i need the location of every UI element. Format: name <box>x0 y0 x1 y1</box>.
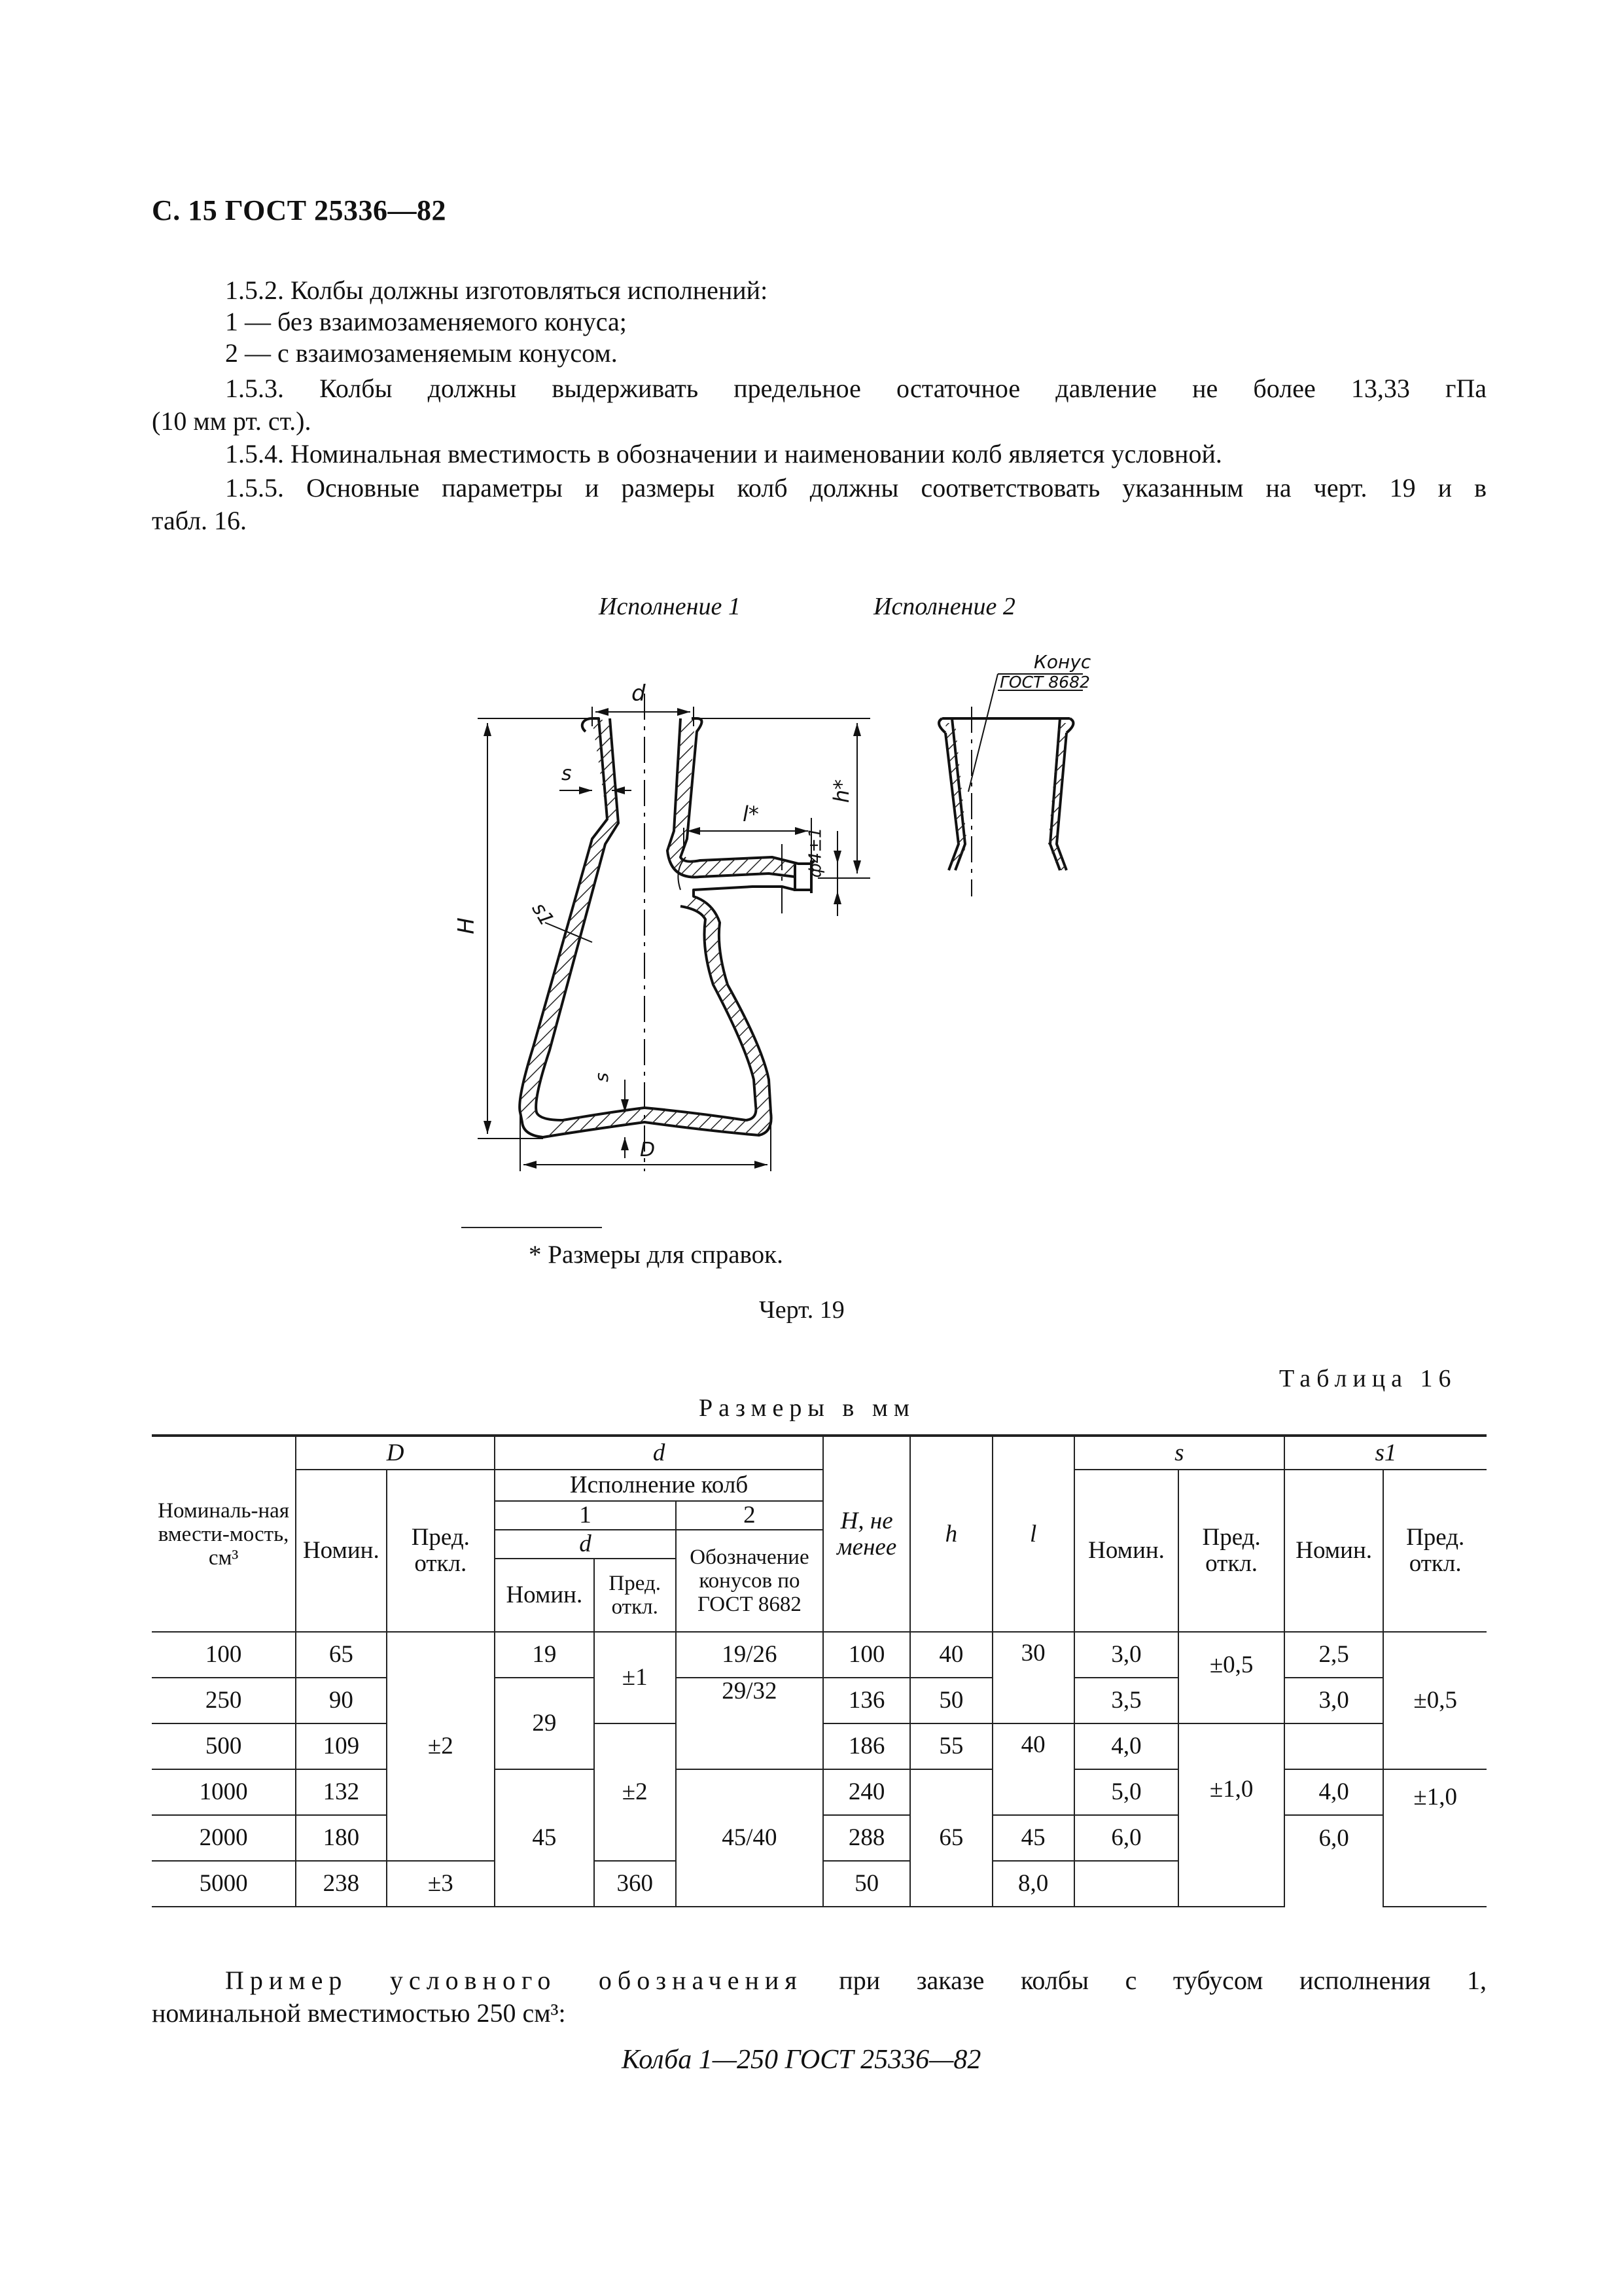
cell-s: 5,0 <box>1074 1769 1179 1815</box>
th-s: s <box>1074 1436 1284 1470</box>
dim-s-label: s <box>561 762 572 785</box>
th-s1-nomin: Номин. <box>1284 1470 1383 1632</box>
th-s1-pred: Пред. откл. <box>1383 1470 1487 1632</box>
cell-s1-tol: ±0,5 <box>1383 1632 1487 1769</box>
example-rest: при заказе колбы с тубусом исполнения 1, <box>802 1966 1487 1995</box>
cell-D-tol: ±3 <box>387 1861 495 1907</box>
figure-caption: Черт. 19 <box>759 1296 845 1324</box>
cell-d: 45 <box>495 1769 593 1907</box>
th-l: l <box>993 1436 1074 1632</box>
cell-d-tol: ±1 <box>594 1632 676 1723</box>
dim-s1-label: s1 <box>527 898 559 930</box>
cell-l: 45 <box>993 1815 1074 1861</box>
clause-1-5-4: 1.5.4. Номинальная вместимость в обозначении и наименовании колб является условной. <box>225 439 1222 468</box>
cone-label-line1: Конус <box>1034 651 1091 673</box>
execution-2-label: Исполнение 2 <box>873 593 1015 620</box>
cell-H: 360 <box>594 1861 676 1907</box>
th-s-pred: Пред. откл. <box>1178 1470 1284 1632</box>
cell-s1: 3,0 <box>1284 1678 1383 1723</box>
cell-s: 3,0 <box>1074 1632 1179 1678</box>
cell-H: 186 <box>823 1723 910 1769</box>
dim-D-label: D <box>640 1139 656 1161</box>
table-units: Размеры в мм <box>699 1394 915 1422</box>
th-D-pred: Пред. откл. <box>387 1470 495 1632</box>
th-exec-1: 1 <box>495 1501 676 1530</box>
th-H <box>823 1436 910 1632</box>
cell-cap: 2000 <box>152 1815 296 1861</box>
clause-1-5-3-line1: 1.5.3. Колбы должны выдерживать предельное остаточное давление не более 13,33 гПа <box>225 374 1487 403</box>
cell-cap: 250 <box>152 1678 296 1723</box>
footnote-rule <box>461 1227 602 1228</box>
example-line2: номинальной вместимостью 250 см³: <box>152 1998 566 2028</box>
cell-l: 30 <box>993 1632 1074 1723</box>
cell-cone-empty <box>676 1723 823 1769</box>
cell-cone: 29/32 <box>676 1678 823 1723</box>
th-d-pred <box>594 1559 676 1632</box>
cell-s-tol: ±1,0 <box>1178 1723 1284 1907</box>
example-line1 <box>152 1965 1487 1996</box>
th-D-nomin: Номин. <box>296 1470 386 1632</box>
th-H-text: H, не менее <box>837 1507 897 1561</box>
footnote: * Размеры для справок. <box>529 1241 783 1269</box>
cell-H: 240 <box>823 1769 910 1815</box>
cell-s1-empty <box>1284 1723 1383 1769</box>
th-capacity-text: Номиналь-ная вмести-мость, см³ <box>158 1498 289 1570</box>
cell-cap: 5000 <box>152 1861 296 1907</box>
cell-d-tol: ±2 <box>594 1723 676 1861</box>
cell-D: 132 <box>296 1769 386 1815</box>
th-h: h <box>910 1436 992 1632</box>
th-d: d <box>495 1436 823 1470</box>
dim-s-bottom-label: s <box>590 1072 612 1082</box>
execution-1-label: Исполнение 1 <box>599 593 741 620</box>
clause-1-5-3-line2: (10 мм рт. ст.). <box>152 406 311 436</box>
cell-s: 3,5 <box>1074 1678 1179 1723</box>
clause-1-5-2-item-2: 2 — с взаимозаменяемым конусом. <box>225 338 618 368</box>
cell-H: 136 <box>823 1678 910 1723</box>
clause-1-5-2: 1.5.2. Колбы должны изготовляться исполнений: <box>225 275 768 305</box>
th-d-nomin: Номин. <box>495 1559 593 1632</box>
dim-h-label: h* <box>829 779 855 804</box>
cell-D-tol: ±2 <box>387 1632 495 1861</box>
cell-l: 40 <box>993 1723 1074 1815</box>
th-d-pred-text: Пред. откл. <box>608 1572 661 1619</box>
cell-cap: 1000 <box>152 1769 296 1815</box>
dim-phi-label: ф4±1 <box>805 827 826 878</box>
cell-cap: 100 <box>152 1632 296 1678</box>
cell-cone: 45/40 <box>676 1769 823 1907</box>
table-16 <box>152 1434 1487 1907</box>
example-lead: Пример условного обозначения <box>225 1966 803 1995</box>
cell-h: 55 <box>910 1723 992 1769</box>
cell-s1: 6,0 <box>1284 1815 1383 1861</box>
clause-1-5-5-line2: табл. 16. <box>152 506 247 535</box>
cell-s1: 2,5 <box>1284 1632 1383 1678</box>
th-d-sub: d <box>495 1530 676 1559</box>
cell-l: 50 <box>823 1861 910 1907</box>
table-label: Таблица 16 <box>1279 1365 1457 1392</box>
dim-d-label: d <box>631 680 646 707</box>
cell-H: 288 <box>823 1815 910 1861</box>
cell-s: 4,0 <box>1074 1723 1179 1769</box>
cone-label-line2: ГОСТ 8682 <box>1000 673 1090 692</box>
cell-s: 6,0 <box>1074 1815 1179 1861</box>
cell-D: 90 <box>296 1678 386 1723</box>
page-header: С. 15 ГОСТ 25336—82 <box>152 194 447 226</box>
th-exec-2: 2 <box>676 1501 823 1530</box>
cell-D: 180 <box>296 1815 386 1861</box>
th-cone-text: Обозначение конусов по ГОСТ 8682 <box>690 1545 809 1616</box>
th-cone <box>676 1530 823 1632</box>
th-s-nomin: Номин. <box>1074 1470 1179 1632</box>
cell-s1-tol: ±1,0 <box>1383 1769 1487 1907</box>
cell-h: 50 <box>910 1678 992 1723</box>
cell-s: 8,0 <box>993 1861 1074 1907</box>
cell-s-tol: ±0,5 <box>1178 1632 1284 1723</box>
th-s1: s1 <box>1284 1436 1487 1470</box>
cell-s1-empty <box>1074 1861 1179 1907</box>
cell-D: 238 <box>296 1861 386 1907</box>
th-execution: Исполнение колб <box>495 1470 823 1501</box>
cell-H: 100 <box>823 1632 910 1678</box>
cell-cone: 19/26 <box>676 1632 823 1678</box>
cell-cap: 500 <box>152 1723 296 1769</box>
cell-h: 65 <box>910 1769 992 1907</box>
th-D: D <box>296 1436 495 1470</box>
cell-D: 65 <box>296 1632 386 1678</box>
cell-s1: 4,0 <box>1284 1769 1383 1815</box>
cell-D: 109 <box>296 1723 386 1769</box>
cell-h: 40 <box>910 1632 992 1678</box>
th-capacity <box>152 1436 296 1632</box>
example-designation: Колба 1—250 ГОСТ 25336—82 <box>622 2045 981 2075</box>
dim-l-label: l* <box>743 802 759 826</box>
dim-H-label: H <box>453 917 480 934</box>
cell-d: 29 <box>495 1678 593 1769</box>
cell-d: 19 <box>495 1632 593 1678</box>
clause-1-5-5-line1: 1.5.5. Основные параметры и размеры колб должны соответствовать указанным на черт. 19 и в <box>225 473 1487 503</box>
clause-1-5-2-item-1: 1 — без взаимозаменяемого конуса; <box>225 307 627 336</box>
